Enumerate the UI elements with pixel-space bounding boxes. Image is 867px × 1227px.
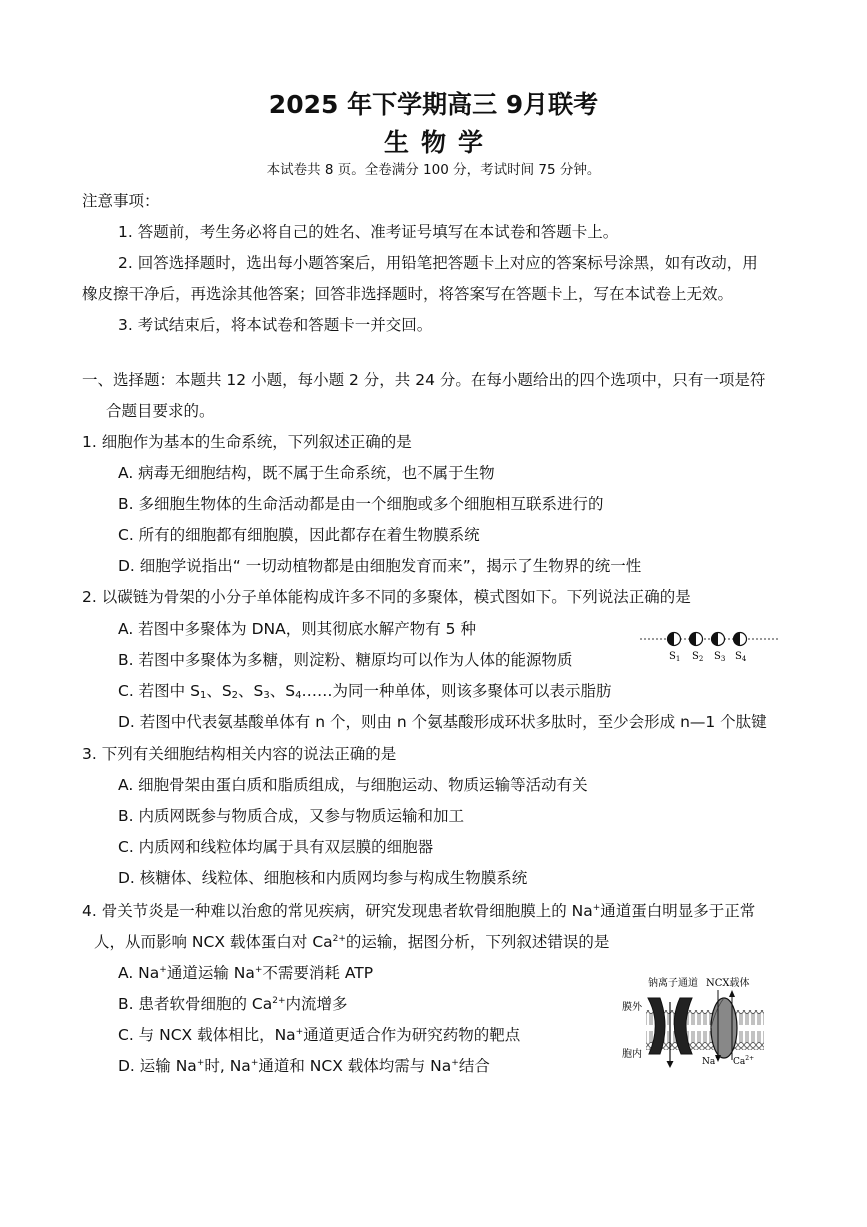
q1-stem: 1. 细胞作为基本的生命系统，下列叙述正确的是 (82, 433, 412, 451)
membrane-transport-figure (618, 968, 766, 1070)
q2-option-c: C. 若图中 $S_1$、$S_2$、$S_3$、$S_4\dots\dots$为同一种单体，则该多聚体可以表示脂肪 (118, 682, 612, 701)
q4-option-c: C. 与 NCX 载体相比，Na+通道更适合作为研究药物的靶点 (118, 1026, 521, 1044)
sodium-channel-protein (648, 998, 692, 1068)
label-s3: $S_3$ (714, 651, 726, 663)
label-outside: 膜外 (622, 1002, 642, 1013)
q2-option-b: B. 若图中多聚体为多糖，则淀粉、糖原均可以作为人体的能源物质 (118, 651, 573, 669)
q3-stem: 3. 下列有关细胞结构相关内容的说法正确的是 (82, 745, 397, 763)
monomer-s3 (712, 633, 725, 646)
q4-stem-line-2: 人，从而影响 NCX 载体蛋白对 $Ca^{2+}$的运输，据图分析，下列叙述错误的是 (94, 933, 610, 951)
q1-option-a: A. 病毒无细胞结构，既不属于生命系统，也不属于生物 (118, 464, 495, 482)
note-item-3: 3. 考试结束后，将本试卷和答题卡一并交回。 (118, 316, 433, 334)
q2-option-d: D. 若图中代表氨基酸单体有 n 个，则由 n 个氨基酸形成环状多肽时，至少会形成 n—1 个肽键 (118, 713, 767, 731)
subject-title: 生物学 (383, 128, 495, 157)
exam-title: 2025 年下学期高三 9月联考 (268, 90, 599, 119)
q4-option-d: D. 运输 Na+时, Na+通道和 NCX 载体均需与 Na+结合 (118, 1057, 490, 1075)
q4-option-a: A. Na+通道运输 Na+不需要消耗 ATP (118, 964, 374, 982)
label-sodium-channel: 钠离子通道 (648, 978, 698, 989)
section-heading-line-1: 一、选择题：本题共 12 小题，每小题 2 分，共 24 分。在每小题给出的四个选项中，只有一项是符 (82, 371, 766, 389)
q4-stem-line-1: 4. 骨关节炎是一种难以治愈的常见疾病，研究发现患者软骨细胞膜上的 Na+通道蛋白明显多于正常 (82, 902, 756, 920)
label-ca: $Ca^{2+}$ (733, 1055, 755, 1067)
note-item-1: 1. 答题前，考生务必将自己的姓名、准考证号填写在本试卷和答题卡上。 (118, 223, 619, 241)
q2-stem: 2. 以碳链为骨架的小分子单体能构成许多不同的多聚体，模式图如下。下列说法正确的是 (82, 588, 691, 606)
label-ncx-carrier: NCX载体 (706, 978, 750, 989)
q3-option-c: C. 内质网和线粒体均属于具有双层膜的细胞器 (118, 838, 434, 856)
note-item-2-line-1: 2. 回答选择题时，选出每小题答案后，用铅笔把答题卡上对应的答案标号涂黑，如有改动，用 (118, 254, 758, 272)
q1-option-c: C. 所有的细胞都有细胞膜，因此都存在着生物膜系统 (118, 526, 480, 544)
q2-option-a: A. 若图中多聚体为 DNA，则其彻底水解产物有 5 种 (118, 620, 476, 638)
label-s4: $S_4$ (735, 651, 747, 663)
label-na: Na+ (702, 1055, 721, 1067)
monomer-s1 (668, 633, 681, 646)
section-heading-line-2: 合题目要求的。 (106, 402, 215, 420)
monomer-s4 (734, 633, 747, 646)
label-inside: 胞内 (622, 1049, 642, 1060)
note-item-2-line-2: 橡皮擦干净后，再选涂其他答案；回答非选择题时，将答案写在答题卡上，写在本试卷上无效。 (82, 285, 734, 303)
q1-option-b: B. 多细胞生物体的生命活动都是由一个细胞或多个细胞相互联系进行的 (118, 495, 604, 513)
q3-option-b: B. 内质网既参与物质合成，又参与物质运输和加工 (118, 807, 464, 825)
polymer-chain-figure (638, 627, 783, 663)
q3-option-a: A. 细胞骨架由蛋白质和脂质组成，与细胞运动、物质运输等活动有关 (118, 776, 588, 794)
label-s2: $S_2$ (692, 651, 704, 663)
notes-heading: 注意事项： (82, 192, 160, 210)
q1-option-d: D. 细胞学说指出“ 一切动植物都是由细胞发育而来”，揭示了生物界的统一性 (118, 557, 642, 575)
label-s1: $S_1$ (669, 651, 681, 663)
exam-info: 本试卷共 8 页。全卷满分 100 分，考试时间 75 分钟。 (266, 162, 601, 178)
q4-option-b: B. 患者软骨细胞的 $Ca^{2+}$内流增多 (118, 995, 348, 1013)
q3-option-d: D. 核糖体、线粒体、细胞核和内质网均参与构成生物膜系统 (118, 869, 528, 887)
monomer-s2 (690, 633, 703, 646)
ncx-carrier-protein (711, 990, 737, 1062)
